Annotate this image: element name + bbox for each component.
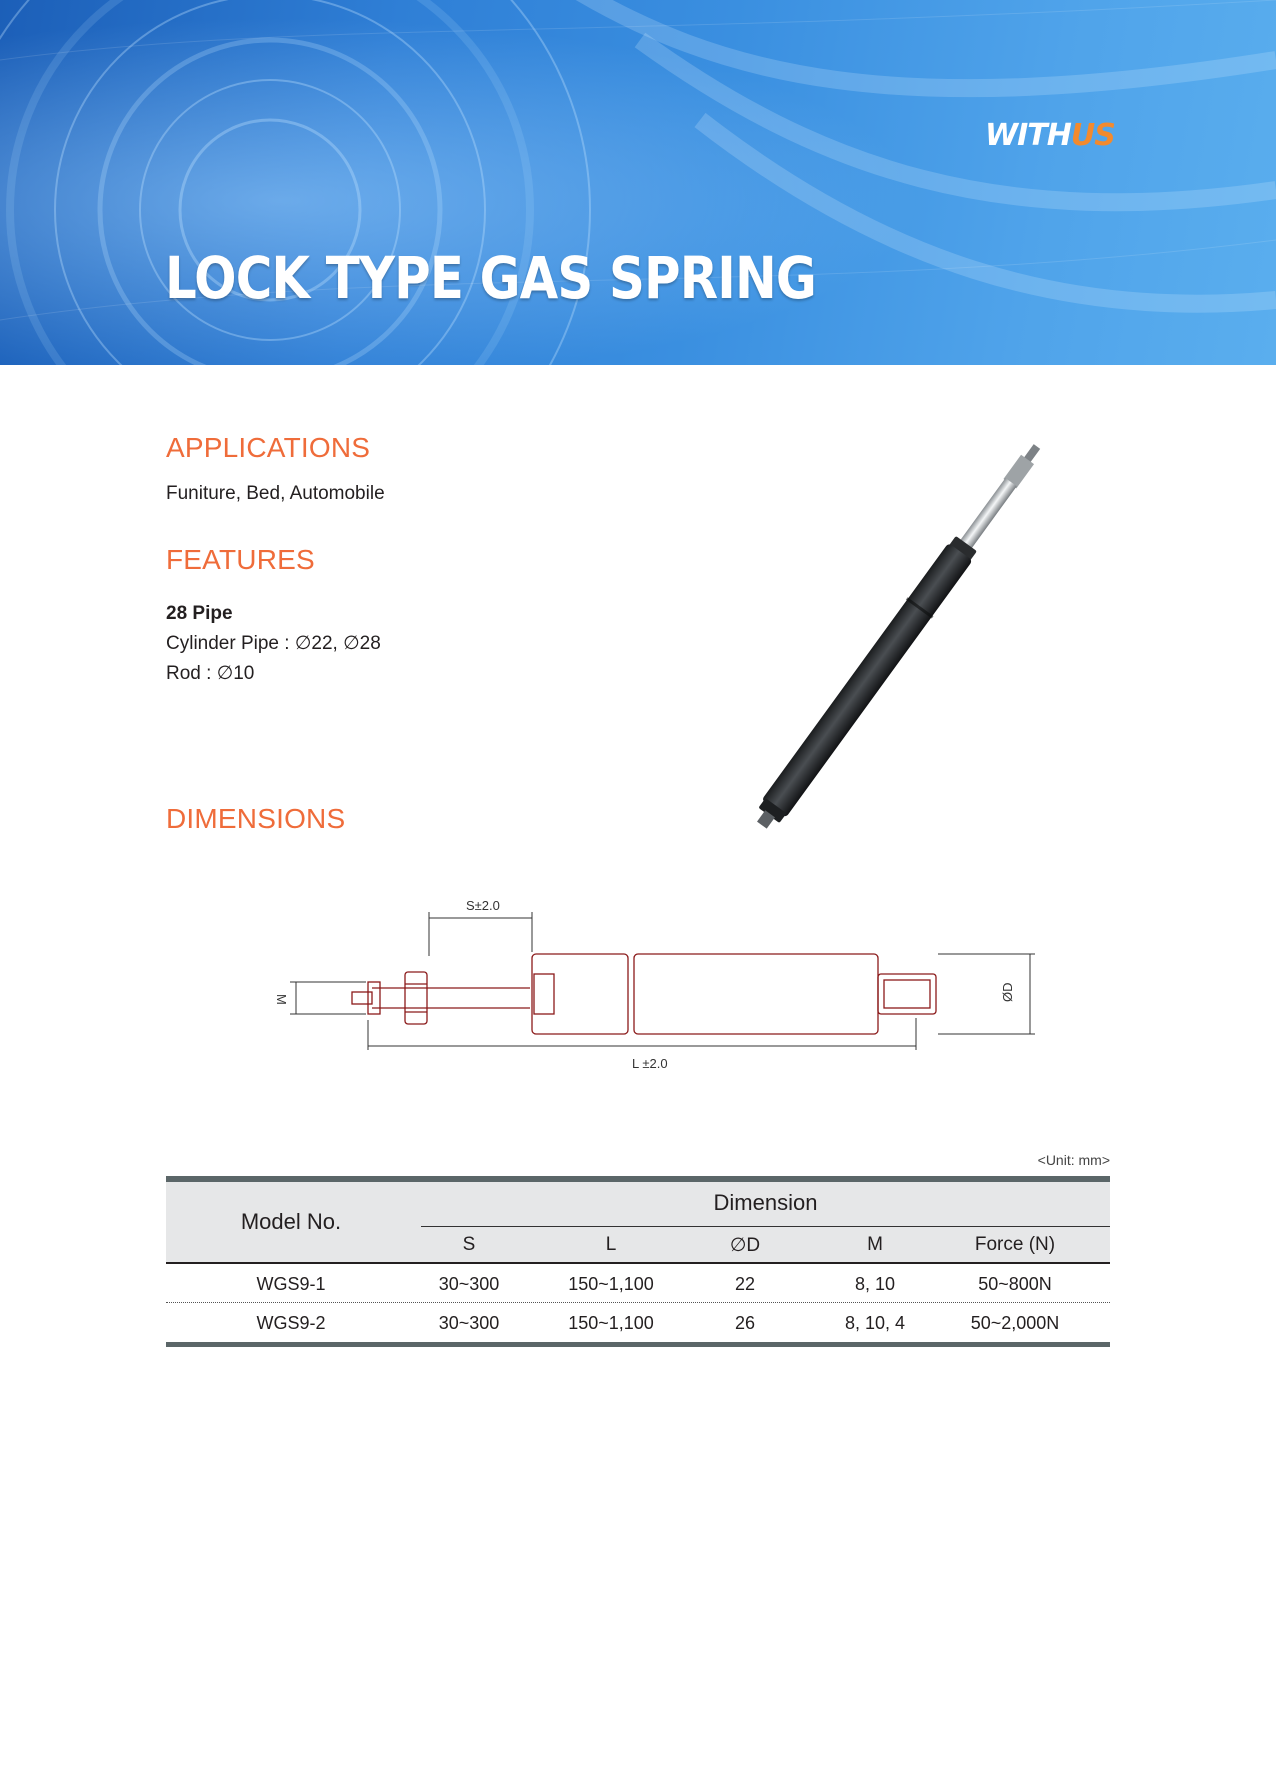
row-s: 30~300: [438, 1313, 500, 1333]
table-row: [166, 1264, 1110, 1302]
dimension-group-header: Dimension: [713, 1190, 818, 1215]
column-header-force: Force (N): [974, 1234, 1056, 1255]
row-m: 8, 10, 4: [844, 1313, 906, 1333]
table-header: [166, 1182, 1110, 1262]
row-model: WGS9-1: [256, 1274, 326, 1294]
diameter-label: ØD: [1000, 982, 1015, 1002]
column-header-l: L: [605, 1234, 617, 1255]
model-header: Model No.: [240, 1209, 342, 1234]
thread-label: M: [274, 994, 289, 1005]
column-header-m: M: [867, 1234, 883, 1255]
row-d: 22: [734, 1274, 756, 1294]
row-model: WGS9-2: [256, 1313, 326, 1333]
features-pipe: 28 Pipe: [166, 603, 233, 624]
dimension-drawing: [270, 880, 1050, 1100]
gas-spring-product-image: [720, 440, 1080, 830]
page-title: LOCK TYPE GAS SPRING: [165, 244, 816, 312]
company-logo: WITHUS: [985, 118, 1115, 153]
table-row: [166, 1303, 1110, 1341]
dimensions-heading: DIMENSIONS: [166, 803, 346, 834]
unit-note: <Unit: mm>: [1037, 1152, 1110, 1168]
row-s: 30~300: [438, 1274, 500, 1294]
features-cylinder-pipe: Cylinder Pipe : ∅22, ∅28: [166, 633, 381, 654]
applications-text: Funiture, Bed, Automobile: [166, 483, 385, 504]
row-force: 50~800N: [978, 1274, 1052, 1294]
stroke-label: S±2.0: [466, 898, 500, 913]
column-header-d: ∅D: [729, 1235, 761, 1256]
header-banner: [0, 0, 1276, 365]
row-d: 26: [734, 1313, 756, 1333]
features-rod: Rod : ∅10: [166, 663, 255, 684]
features-heading: FEATURES: [166, 544, 315, 575]
spec-table: [166, 1176, 1110, 1347]
row-force: 50~2,000N: [970, 1313, 1060, 1333]
applications-heading: APPLICATIONS: [166, 432, 371, 463]
row-l: 150~1,100: [568, 1274, 654, 1294]
row-m: 8, 10: [854, 1274, 896, 1294]
row-l: 150~1,100: [568, 1313, 654, 1333]
length-label: L ±2.0: [632, 1056, 668, 1071]
column-header-s: S: [462, 1234, 476, 1255]
